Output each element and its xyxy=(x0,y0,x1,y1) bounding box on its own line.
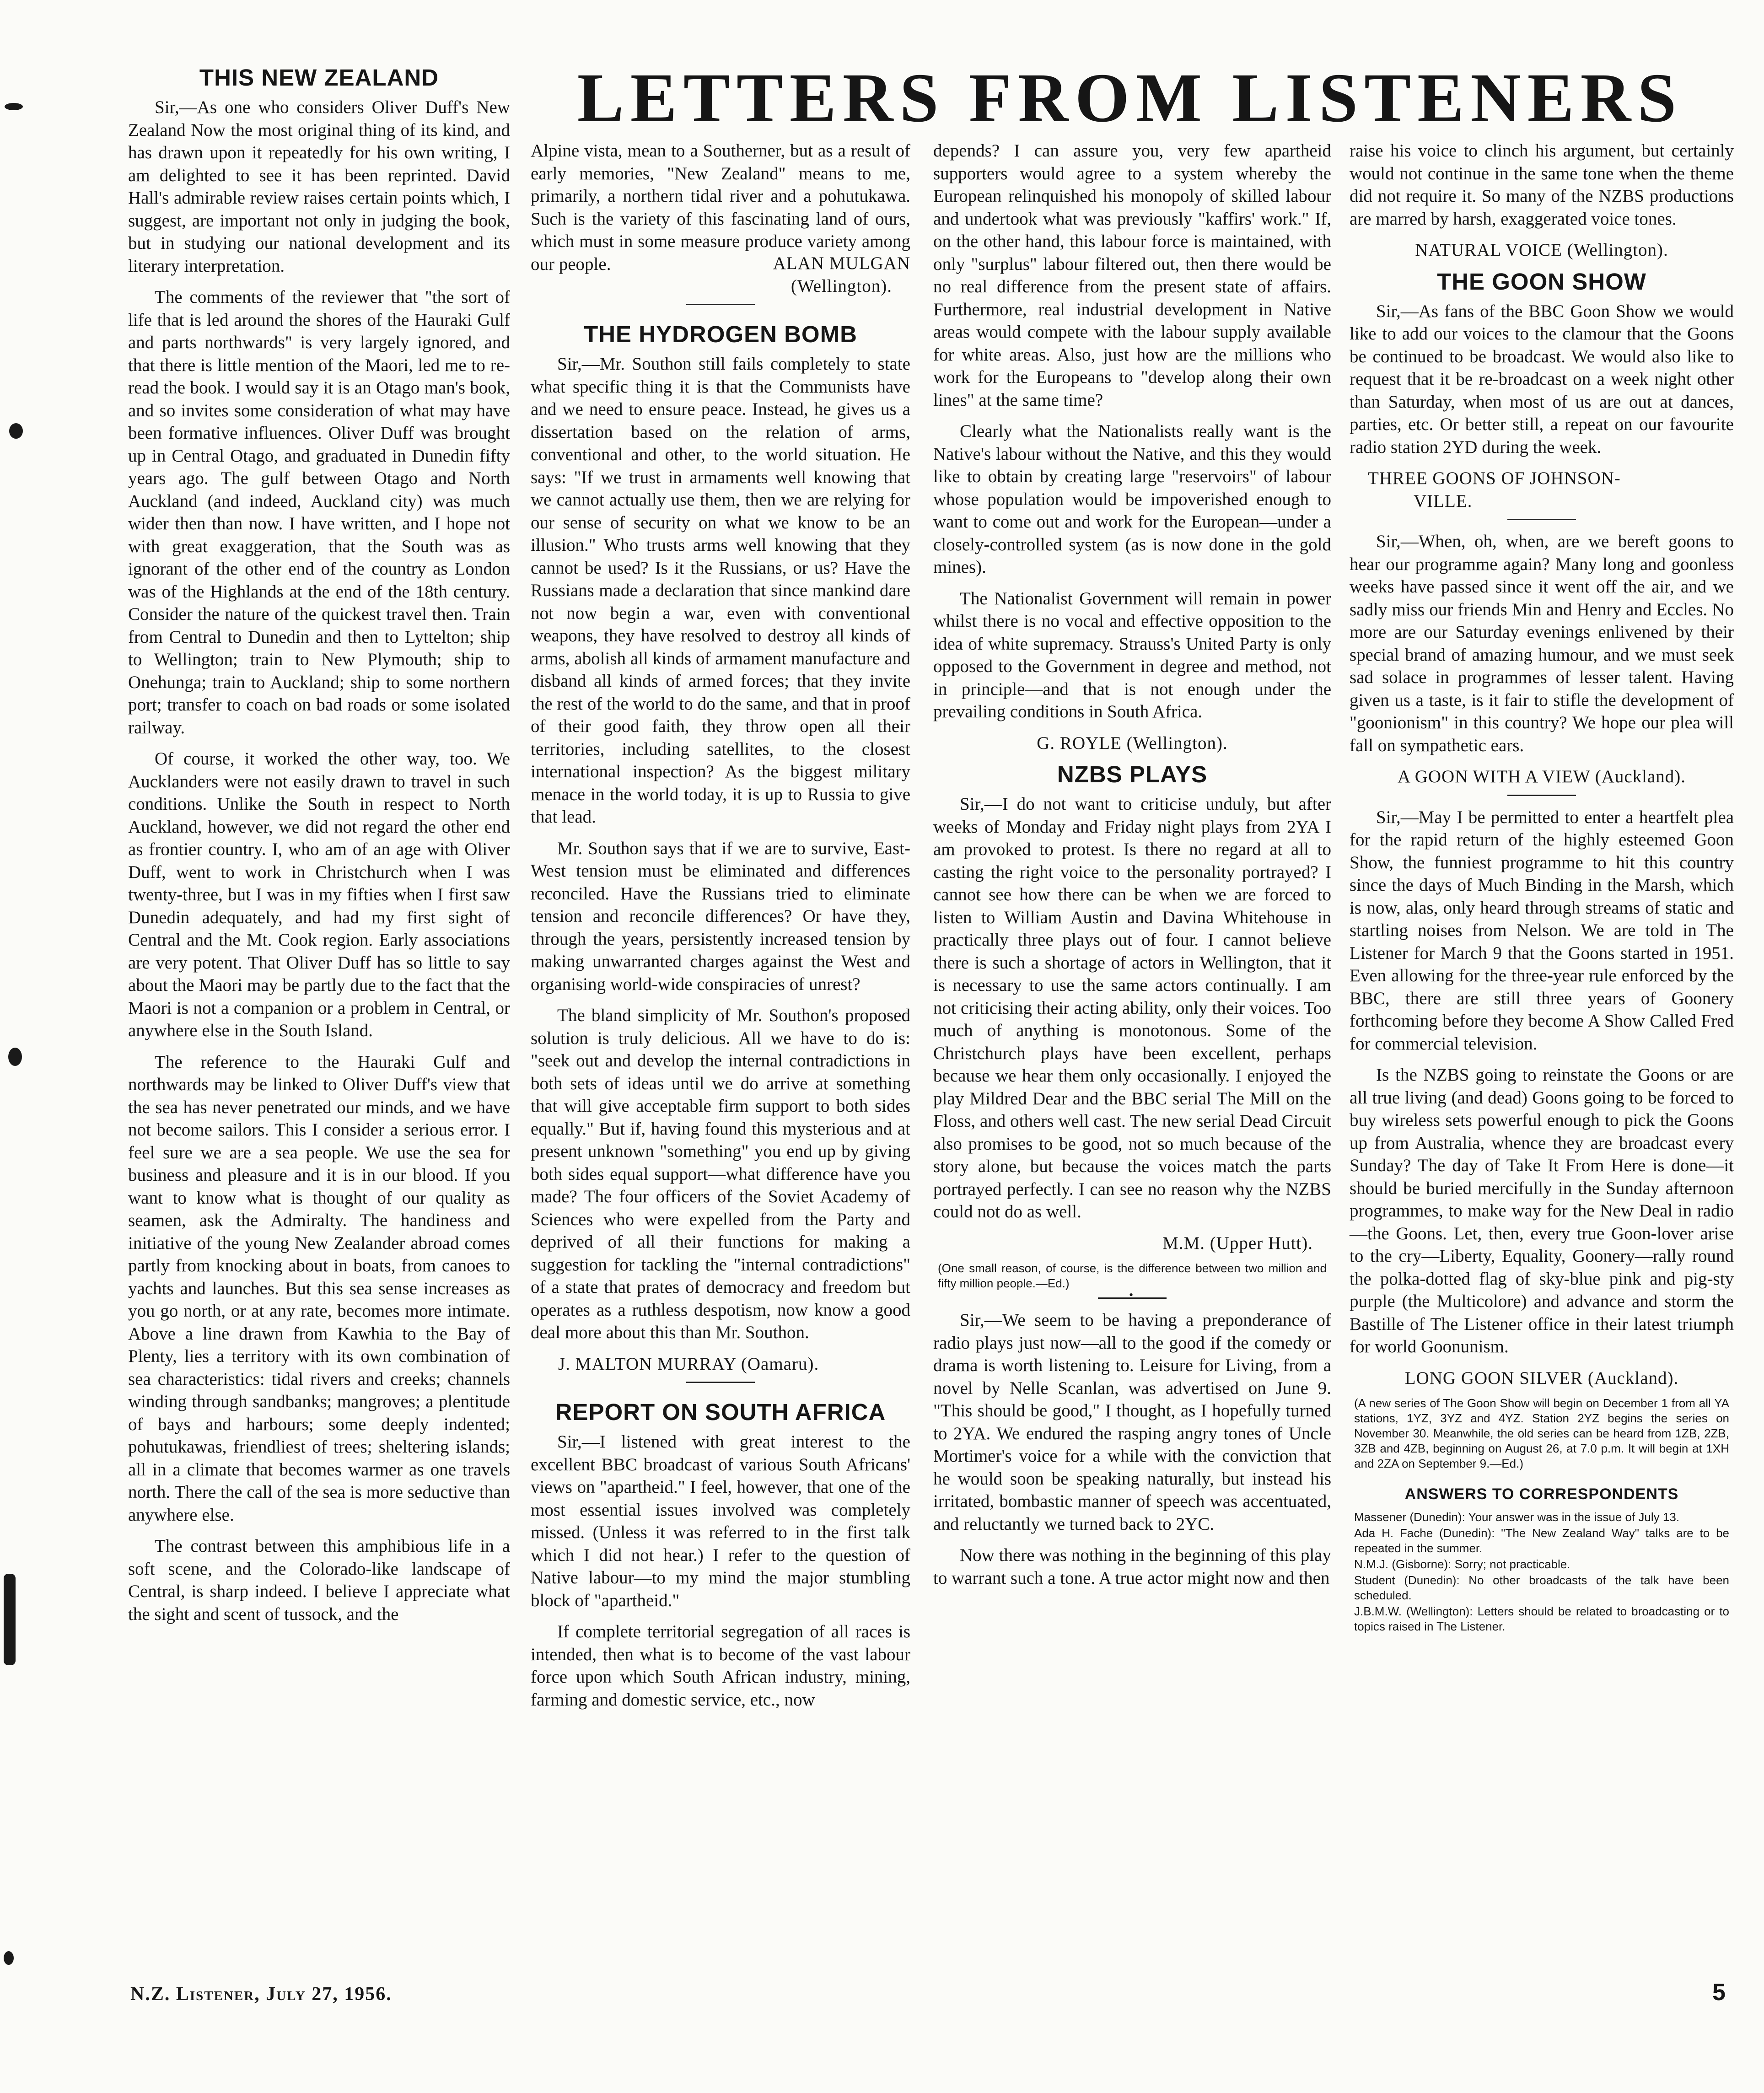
paragraph: Clearly what the Nationalists really want is the Native's labour without the Native, and this they would like to obtain by creating large "reservoirs" of labour whose population would be impoverished enough to want to come out and work for the European—under a closely-controlled system (as is now done in the gold mines). xyxy=(933,421,1331,577)
paragraph: The Nationalist Government will remain in power whilst there is no vocal and effective opposition to the idea of white supremacy. Strauss's United Party is only opposed to the Government in degree and method, not in principle—and that is not enough under the prevailing conditions in South Africa. xyxy=(933,588,1331,721)
signature-line: THREE GOONS OF JOHNSON- xyxy=(1368,468,1621,488)
divider xyxy=(686,1382,755,1383)
paragraph: raise his voice to clinch his argument, but certainly would not continue in the same tone when the theme did not require it. So many of the NZBS productions are marred by harsh, exaggerated voice tones. xyxy=(1350,141,1734,229)
paragraph: Sir,—I listened with great interest to the excellent BBC broadcast of various South Africans' views on "apartheid." I feel, however, that one of the most essential issues involved was completely missed. (Unless it was referred to in the first talk which I did not hear.) I refer to the question of Native labour—to my mind the major stumbling block of "apartheid." xyxy=(531,1432,910,1610)
paragraph: Sir,—May I be permitted to enter a heartfelt plea for the rapid return of the highly esteemed Goon Show, the funniest programme to hit this country since the days of Much Binding in the Marsh, which is now, alas, only heard through streams of static and startling noises from Nelson. We are told in The Listener for March 9 that the Goons started in 1951. Even allowing for the three-year rule enforced by the BBC, there are still three years of Goonery forthcoming before they become A Show Called Fred for commercial television. xyxy=(1350,807,1734,1054)
heading-goon-show: THE GOON SHOW xyxy=(1437,268,1646,295)
answer-item: N.M.J. (Gisborne): Sorry; not practicable. xyxy=(1354,1557,1570,1571)
answers-heading: ANSWERS TO CORRESPONDENTS xyxy=(1404,1485,1679,1503)
footer-publication: N.Z. Listener, July 27, 1956. xyxy=(130,1984,392,2005)
page-number: 5 xyxy=(1712,1979,1726,2006)
divider xyxy=(1507,795,1576,796)
divider xyxy=(686,304,755,305)
column-1 xyxy=(128,64,510,1634)
paragraph: Now there was nothing in the beginning of this play to warrant such a tone. A true actor might now and then xyxy=(933,1545,1331,1588)
divider xyxy=(1507,519,1576,520)
heading-this-new-zealand: THIS NEW ZEALAND xyxy=(199,65,439,91)
paragraph: depends? I can assure you, very few apartheid supporters would agree to a system whereby the European relinquished his monopoly of skilled labour and undertook what was previously "kaffirs' work." If, on the other hand, this labour force is maintained, with only "surplus" labour filtered out, then there would be no real difference from the present state of affairs. Furthermore, real industrial development in Native areas would compete with the labour supply available for white areas. Also, just how are the millions who work for the Europeans to "develop along their own lines" at the same time? xyxy=(933,141,1331,410)
signature-g-royle: G. ROYLE (Wellington). xyxy=(1037,733,1228,753)
scan-speck xyxy=(4,1951,14,1965)
signature-natural-voice: NATURAL VOICE (Wellington). xyxy=(1415,240,1668,260)
paragraph: Sir,—We seem to be having a preponderance of radio plays just now—all to the good if the comedy or drama is worth listening to. Leisure for Living, from a novel by Nelle Scanlan, was advertised on June 9. "This should be good," I thought, as I hopefully turned to 2YA. We endured the rasping angry tones of Uncle Mortimer's voice for a while with the conviction that he would soon be speaking naturally, but instead his irritated, bombastic manner of speech was accentuated, and reluctantly we turned back to 2YC. xyxy=(933,1310,1331,1534)
scan-speck xyxy=(8,1048,22,1066)
signature-malton-murray: J. MALTON MURRAY (Oamaru). xyxy=(558,1354,819,1374)
column-4 xyxy=(1350,140,1734,1635)
paragraph: Alpine vista, mean to a Southerner, but as a result of early memories, "New Zealand" means to me, primarily, a northern tidal river and a pohutukawa. Such is the variety of this fascinating land of ours, which must in some measure produce variety among our people. xyxy=(531,141,910,274)
signature-line: VILLE. xyxy=(1414,491,1473,511)
paragraph: Mr. Southon says that if we are to survive, East-West tension must be eliminated and differences reconciled. Have the Russians tried to eliminate tension and reconcile differences? Or have they, through the years, persistently increased tension by making unwarranted charges against the West and organising world-wide conspiracies of unrest? xyxy=(531,838,910,994)
signature-long-goon-silver: LONG GOON SILVER (Auckland). xyxy=(1404,1368,1679,1388)
paragraph: The comments of the reviewer that "the sort of life that is led around the shores of the Hauraki Gulf and parts northwards" is very largely ignored, and that there is little mention of the Maori, led me to re-read the book. I would say it is an Otago man's book, and so invites some consideration of what may have been formative influences. Oliver Duff was brought up in Central Otago, and graduated in Dunedin fifty years ago. The gulf between Otago and North Auckland (and indeed, Auckland city) was much wider then than now. I have written, and I hope not with great exaggeration, that the South was as ignorant of the other end of the country as London was of the Highlands at the end of the 18th century. Consider the nature of the quickest travel then. Train from Central to Dunedin and then to Lyttelton; ship to Wellington; train to New Plymouth; ship to Onehunga; train to Auckland; ship to some northern port; transfer to coach on bad roads or some isolated railway. xyxy=(128,287,510,737)
answer-item: Massener (Dunedin): Your answer was in the issue of July 13. xyxy=(1354,1510,1680,1524)
paragraph: Sir,—When, oh, when, are we bereft goons to hear our programme again? Many long and goonless weeks have passed since it went off the air, and we sadly miss our friends Min and Henry and Eccles. No more are our Saturday evenings enlivened by their special brand of amazing humour, and we must seek sad solace in programmes of lesser talent. Having given us a taste, is it fair to stifle the development of "goonionism" in this country? We hope our plea will fall on sympathetic ears. xyxy=(1350,532,1734,755)
paragraph: Sir,—As one who considers Oliver Duff's New Zealand Now the most original thing of its kind, and has drawn upon it repeatedly for his own writing, I am delighted to see it has been reprinted. David Hall's admirable review raises certain points which, I suggest, are important not only in judging the book, but in studying our national development and its literary interpretation. xyxy=(128,97,510,276)
paragraph: The contrast between this amphibious life in a soft scene, and the Colorado-like landscape of Central, is sharp indeed. I believe I appreciate what the sight and scent of tussock, and the xyxy=(128,1536,510,1624)
paragraph: Of course, it worked the other way, too. We Aucklanders were not easily drawn to travel in such conditions. Unlike the South in respect to North Auckland, however, we did not regard the other end as frontier country. I, who am of an age with Oliver Duff, went to work in Christchurch when I was twenty-three, but I was in my fifties when I first saw Dunedin adequately, and had my first sight of Central and the Mt. Cook region. Early associations are very potent. That Oliver Duff has so little to say about the Maori may be partly due to the fact that the Maori is not a companion or a problem in Central, or anywhere else in the South Island. xyxy=(128,749,510,1040)
heading-nzbs-plays: NZBS PLAYS xyxy=(1057,761,1208,787)
paragraph: If complete territorial segregation of all races is intended, then what is to become of the vast labour force upon which South African industry, mining, farming and domestic service, etc., now xyxy=(531,1622,910,1710)
column-3 xyxy=(933,140,1331,1598)
editor-note: (One small reason, of course, is the difference between two million and fifty million people.—Ed.) xyxy=(938,1261,1327,1290)
signature-name: ALAN MULGAN xyxy=(773,253,910,273)
heading-report-south-africa: REPORT ON SOUTH AFRICA xyxy=(555,1399,886,1425)
scan-speck xyxy=(4,1574,16,1665)
masthead-title: LETTERS FROM LISTENERS xyxy=(577,59,1683,137)
answer-item: Student (Dunedin): No other broadcasts of the talk have been scheduled. xyxy=(1354,1573,1729,1602)
scan-speck xyxy=(9,423,23,439)
signature-three-goons xyxy=(1350,467,1734,512)
paragraph: Is the NZBS going to reinstate the Goons or are all true living (and dead) Goons going to be forced to buy wireless sets powerful enough to pick the Goons up from Australia, whence they are broadcast every Sunday? The day of Take It From Here is done—it should be buried mercifully in the Sunday afternoon programmes, to make way for the New Deal in radio—the Goons. Let, then, every true Goon-lover arise to the cry—Liberty, Equality, Goonery—rally round the polka-dotted flag of sky-blue pink and pig-sty purple (the Multicolore) and advance and storm the Bastille of The Listener office in their latest triumph for world Goonunism. xyxy=(1350,1065,1734,1356)
signature-place: (Wellington). xyxy=(791,276,892,296)
answer-item: J.B.M.W. (Wellington): Letters should be related to broadcasting or to topics raised in The Listener. xyxy=(1354,1604,1729,1633)
paragraph: The bland simplicity of Mr. Southon's proposed solution is truly delicious. All we have to do is: "seek out and develop the internal contradictions in both sets of ideas until we do arrive at something that will give acceptable firm support to both sides equally." But if, having found this mysterious and at present unknown "something" you end up by giving both sides equal support—what difference have you made? The four officers of the Soviet Academy of Sciences who were expelled from the Party and deprived of all their functions for making a suggestion for tackling the "internal contradictions" of a state that prates of democracy and freedom but operates as a ruthless despotism, now know a good deal more about this than Mr. Southon. xyxy=(531,1006,910,1342)
column-2 xyxy=(531,140,910,1720)
signature-goon-with-a-view: A GOON WITH A VIEW (Auckland). xyxy=(1397,767,1686,786)
paragraph: Sir,—As fans of the BBC Goon Show we would like to add our voices to the clamour that the Goons be continued to be broadcast. We would also like to request that it be re-broadcast on a week night other than Saturday, when most of us are out at dances, parties, etc. Or better still, a repeat on our favourite radio station 2YD during the week. xyxy=(1350,301,1734,457)
paragraph: Sir,—I do not want to criticise unduly, but after weeks of Monday and Friday night plays from 2YA I am provoked to protest. Is there no regard at all to casting the right voice to the personality portrayed? I cannot see how there can be when we are forced to listen to William Austin and Davina Whitehouse in practically three plays out of four. I cannot believe there is such a shortage of actors in Wellington, that it is necessary to use the same actors continually. I am not criticising their acting ability, only their voices. Too much of anything is monotonous. Some of the Christchurch plays have been excellent, perhaps because we hear them only occasionally. I enjoyed the play Mildred Dear and the BBC serial The Mill on the Floss, and others well cast. The new serial Dead Circuit also promises to be good, not so much because of the story alone, but because the voices match the parts portrayed perfectly. I can see no reason why the NZBS could not do as well. xyxy=(933,794,1331,1221)
answer-item: Ada H. Fache (Dunedin): "The New Zealand Way" talks are to be repeated in the summer. xyxy=(1354,1526,1729,1555)
paragraph: Sir,—Mr. Southon still fails completely to state what specific thing it is that the Communists have and we need to ensure peace. Instead, he gives us a dissertation based on the relation of arms, conventional and other, to the world situation. He says: "If we trust in armaments well knowing that we cannot actually use them, then we are relying for our sense of security on what we know to be an illusion." Who trusts arms well knowing that they cannot be used? Is it the Russians, or us? Have the Russians made a declaration that since mankind dare not now begin a war, even with conventional weapons, they have resolved to destroy all kinds of arms, abolish all kinds of armament manufacture and disband all kinds of armed forces; that they invite the rest of the world to do the same, and that in proof of their good faith, they throw open all their territories, including satellites, to the closest international inspection? As the biggest military menace in the world today, it is up to Russia to give that lead. xyxy=(531,354,910,827)
scan-speck xyxy=(5,103,23,110)
editor-note: (A new series of The Goon Show will begin on December 1 from all YA stations, 1YZ, 3YZ and 4YZ. Station 2YZ begins the series on November 30. Meanwhile, the old series can be heard from 1ZB, 2ZB, 3ZB and 4ZB, beginning on August 26, at 7.0 p.m. It will begin at 1XH and 2ZA on September 9.—Ed.) xyxy=(1354,1396,1729,1470)
heading-hydrogen-bomb: THE HYDROGEN BOMB xyxy=(584,321,857,347)
divider xyxy=(1098,1297,1167,1299)
paragraph: The reference to the Hauraki Gulf and northwards may be linked to Oliver Duff's view that the sea has never penetrated our minds, and we have not become sailors. This I consider a serious error. I feel sure we are a sea people. We use the sea for business and pleasure and it is in our blood. If you want to know what is thought of our quality as seamen, ask the Admiralty. The handiness and initiative of the young New Zealander abroad comes partly from knocking about in boats, from canoes to yachts and launches. But this sea sense increases as you go north, or at any rate, becomes more intimate. Above a line drawn from Kawhia to the Bay of Plenty, lies a territory with its own combination of sea characteristics: tidal rivers and creeks; channels winding through sandbanks; mangroves; a plentitude of bays and harbours; some deeply indented; pohutukawas, friendliest of trees; sheltering islands; all in a climate that becomes warmer as one travels north. There the call of the sea is more seductive than anywhere else. xyxy=(128,1052,510,1525)
signature-mm: M.M. (Upper Hutt). xyxy=(1162,1233,1313,1253)
